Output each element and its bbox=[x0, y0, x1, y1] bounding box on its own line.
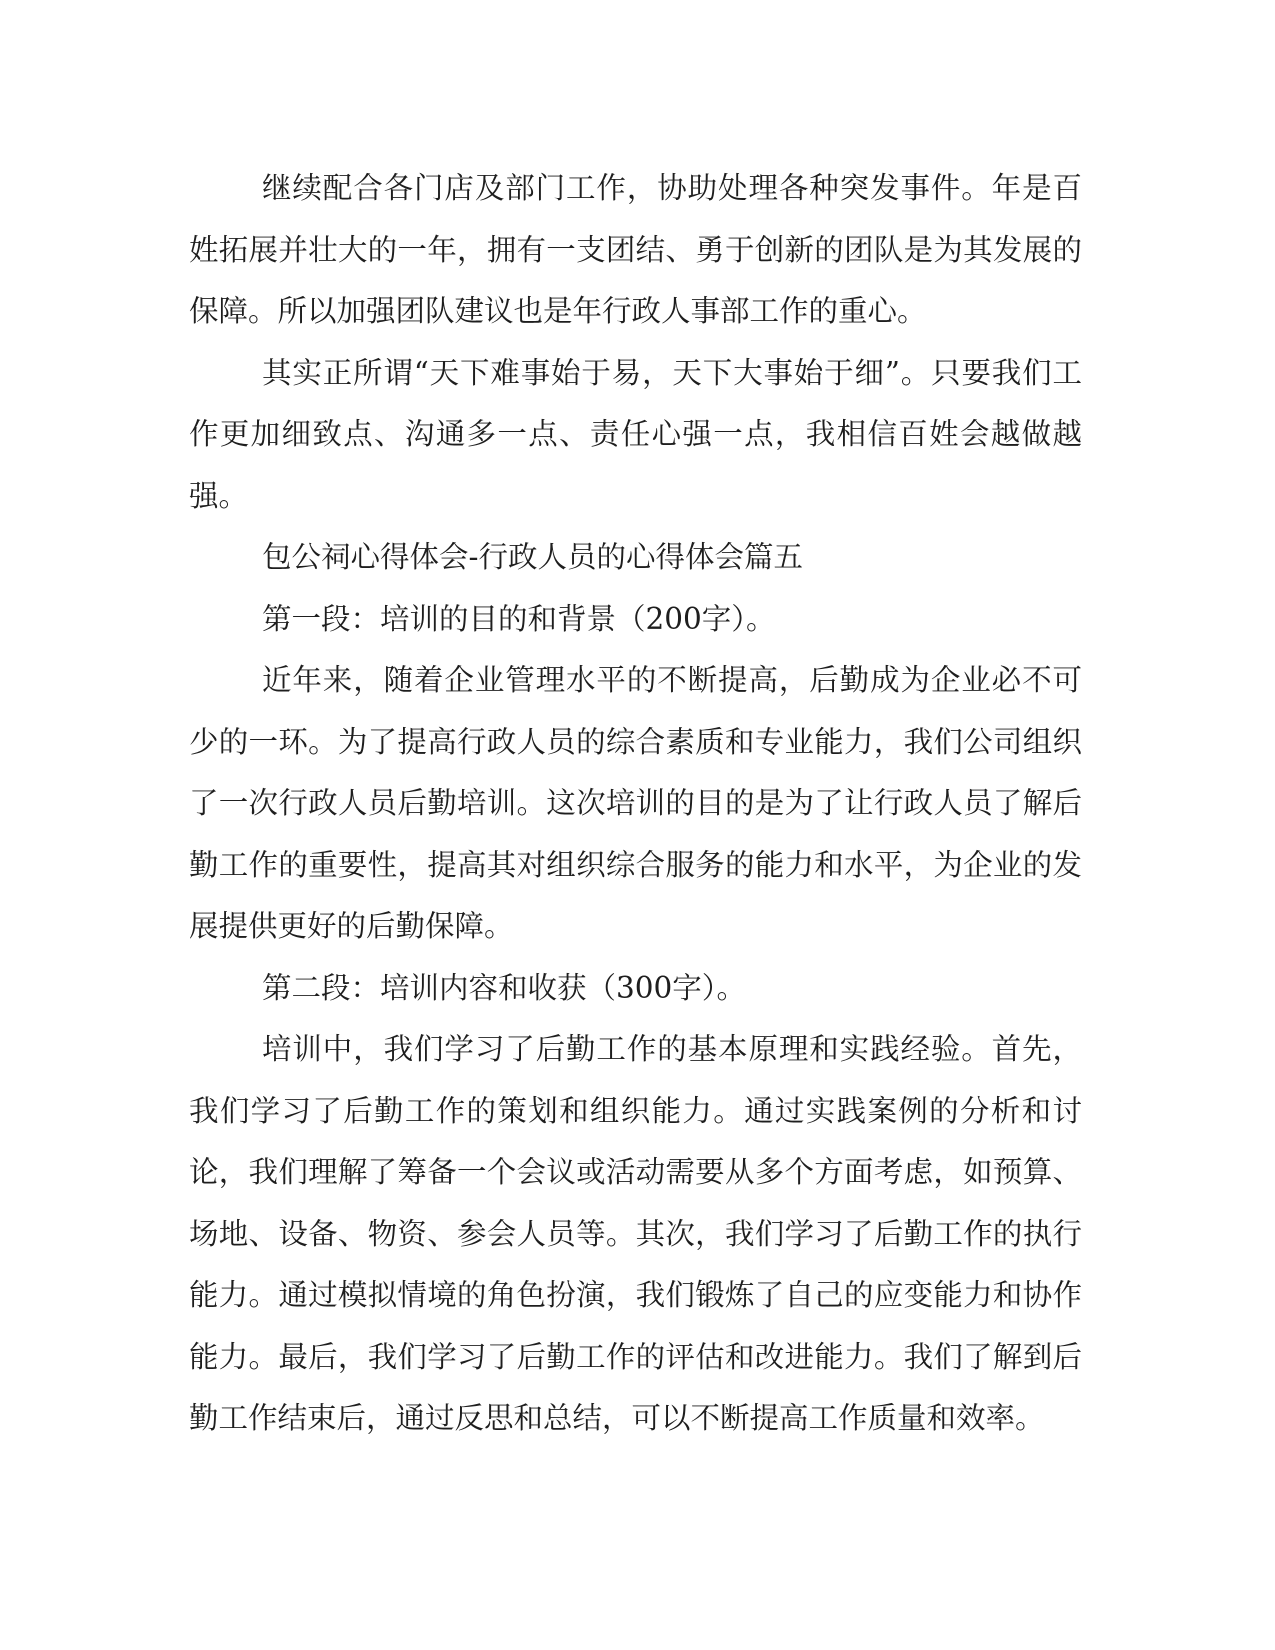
section-heading: 第二段：培训内容和收获（300字）。 bbox=[262, 970, 747, 1005]
document-body bbox=[189, 158, 1082, 1450]
section-title: 包公祠心得体会-行政人员的心得体会篇五 bbox=[262, 540, 803, 574]
section-heading: 第一段：培训的目的和背景（200字）。 bbox=[262, 601, 776, 636]
paragraph: 培训中，我们学习了后勤工作的基本原理和实践经验。首先，我们学习了后勤工作的策划和组织能力。通过实践案例的分析和讨论，我们理解了筹备一个会议或活动需要从多个方面考虑，如预算、场地、设备、物资、参会人员等。其次，我们学习了后勤工作的执行能力。通过模拟情境的角色扮演，我们锻炼了自己的应变能力和协作能力。最后，我们学习了后勤工作的评估和改进能力。我们了解到后勤工作结束后，通过反思和总结，可以不断提高工作质量和效率。 bbox=[189, 1032, 1082, 1435]
paragraph: 近年来，随着企业管理水平的不断提高，后勤成为企业必不可少的一环。为了提高行政人员的综合素质和专业能力，我们公司组织了一次行政人员后勤培训。这次培训的目的是为了让行政人员了解后勤工作的重要性，提高其对组织综合服务的能力和水平，为企业的发展提供更好的后勤保障。 bbox=[189, 663, 1082, 943]
paragraph: 继续配合各门店及部门工作，协助处理各种突发事件。年是百姓拓展并壮大的一年，拥有一支团结、勇于创新的团队是为其发展的保障。所以加强团队建议也是年行政人事部工作的重心。 bbox=[189, 171, 1082, 328]
paragraph: 其实正所谓“天下难事始于易，天下大事始于细”。只要我们工作更加细致点、沟通多一点、责任心强一点，我相信百姓会越做越强。 bbox=[189, 355, 1082, 513]
